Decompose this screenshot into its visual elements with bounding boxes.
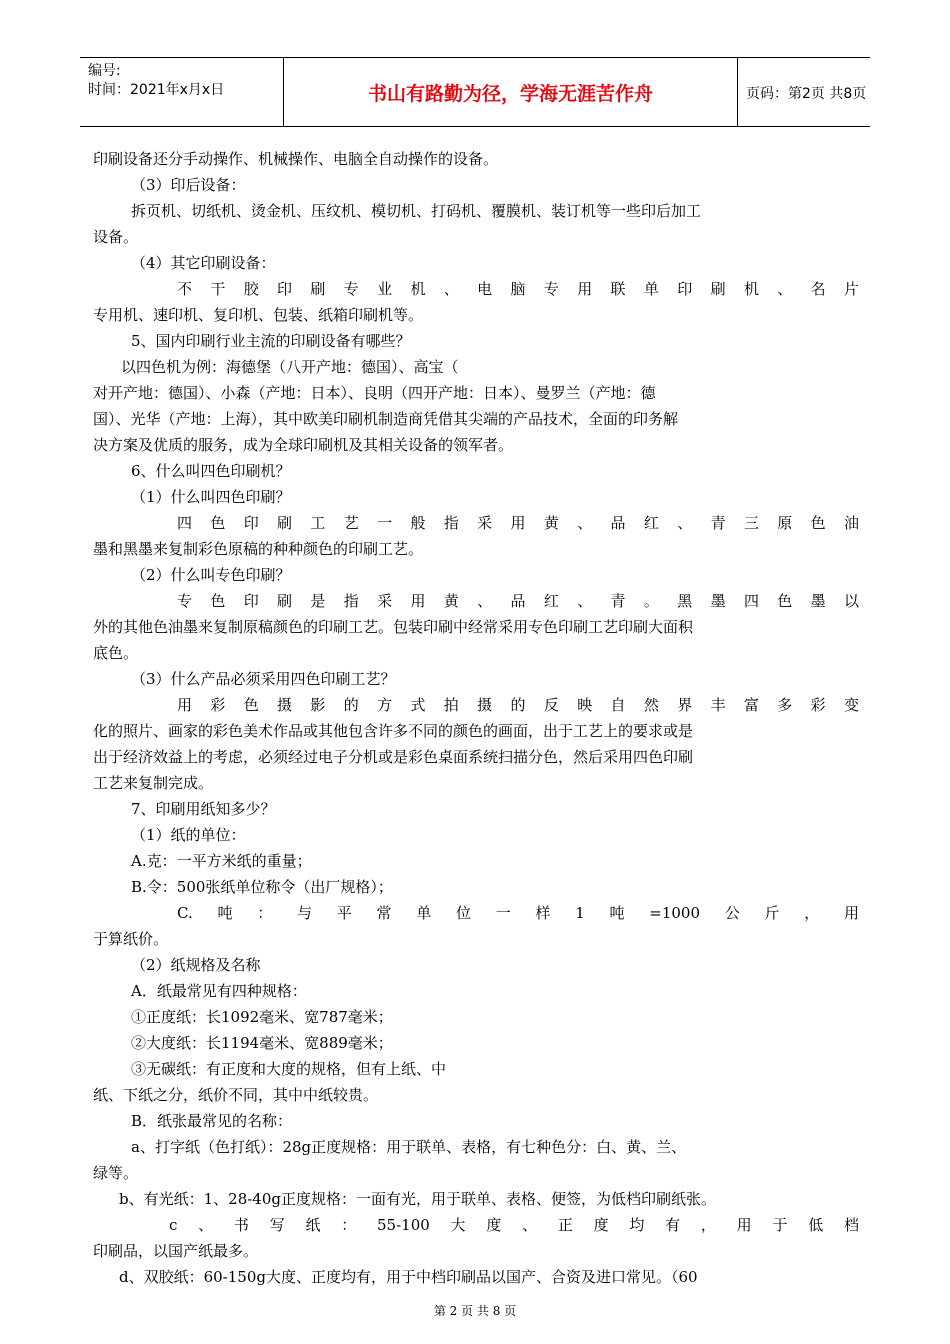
text-line: 6、什么叫四色印刷机？ (131, 462, 291, 480)
text-line: d、双胶纸：60-150g大度、正度均有，用于中档印刷品以国产、合资及进口常见。（60 (119, 1268, 698, 1286)
text-line: a、打字纸（色打纸）：28g正度规格：用于联单、表格，有七种色分：白、黄、兰、 (131, 1138, 687, 1156)
text-line: （4）其它印刷设备： (131, 254, 276, 272)
text-line: 印刷设备还分手动操作、机械操作、电脑全自动操作的设备。 (93, 150, 499, 168)
text-line: c、书写纸：55-100大度、正度均有，用于低档 (169, 1216, 859, 1234)
text-line: 四色印刷工艺一般指采用黄、品红、青三原色油 (177, 514, 859, 532)
text-line: 化的照片、画家的彩色美术作品或其他包含许多不同的颜色的画面，出于工艺上的要求或是 (93, 722, 694, 740)
page-header (80, 57, 870, 127)
text-line: A．纸最常见有四种规格： (131, 982, 307, 1000)
text-line: 印刷品，以国产纸最多。 (93, 1242, 259, 1260)
text-line: 决方案及优质的服务，成为全球印刷机及其相关设备的领军者。 (93, 436, 514, 454)
text-line: 对开产地：德国）、小森（产地：日本）、良明（四开产地：日本）、曼罗兰（产地：德 (93, 384, 656, 402)
text-line: （2）纸规格及名称 (131, 956, 261, 974)
page-footer: 第 2 页 共 8 页 (433, 1304, 517, 1318)
text-line: 以四色机为例：海德堡（八开产地：德国）、高宝（ (121, 358, 459, 376)
text-line: （2）什么叫专色印刷？ (131, 566, 291, 584)
text-line: （1）纸的单位： (131, 826, 246, 844)
text-line: A.克：一平方米纸的重量； (131, 852, 312, 870)
text-line: B.令：500张纸单位称令（出厂规格）； (131, 878, 393, 896)
text-line: 用彩色摄影的方式拍摄的反映自然界丰富多彩变 (177, 696, 859, 714)
text-line: ②大度纸：长1194毫米、宽889毫米； (131, 1034, 393, 1052)
text-line: 底色。 (93, 644, 139, 662)
text-line: （3）什么产品必须采用四色印刷工艺？ (131, 670, 396, 688)
text-line: C.吨：与平常单位一样1吨=1000公斤，用 (177, 904, 859, 922)
header-meta (88, 62, 278, 100)
document-body (93, 146, 859, 1290)
text-line: ③无碳纸：有正度和大度的规格，但有上纸、中 (131, 1060, 447, 1078)
document-number-label: 编号: (88, 63, 121, 79)
text-line: 7、印刷用纸知多少？ (131, 800, 276, 818)
text-line: B．纸张最常见的名称： (131, 1112, 293, 1130)
text-line: 绿等。 (93, 1164, 139, 1182)
text-line: 外的其他色油墨来复制原稿颜色的印刷工艺。包装印刷中经常采用专色印刷工艺印刷大面积 (93, 618, 694, 636)
text-line: （1）什么叫四色印刷？ (131, 488, 291, 506)
text-line: 国）、光华（产地：上海），其中欧美印刷机制造商凭借其尖端的产品技术，全面的印务解 (93, 410, 679, 428)
text-line: （3）印后设备： (131, 176, 246, 194)
document-time-label: 时间：2021年x月x日 (88, 82, 225, 98)
text-line: 工艺来复制完成。 (93, 774, 214, 792)
header-page-label: 页码：第2页 共8页 (746, 86, 867, 102)
text-line: ①正度纸：长1092毫米、宽787毫米； (131, 1008, 393, 1026)
text-line: 出于经济效益上的考虑，必须经过电子分机或是彩色桌面系统扫描分色，然后采用四色印刷 (93, 748, 694, 766)
text-line: 专用机、速印机、复印机、包装、纸箱印刷机等。 (93, 306, 424, 324)
text-line: 于算纸价。 (93, 930, 169, 948)
text-line: 5、国内印刷行业主流的印刷设备有哪些？ (131, 332, 411, 350)
header-motto: 书山有路勤为径，学海无涯苦作舟 (283, 58, 738, 126)
text-line: 墨和黑墨来复制彩色原稿的种种颜色的印刷工艺。 (93, 540, 424, 558)
text-line: 设备。 (93, 228, 139, 246)
text-line: b、有光纸：1、28-40g正度规格：一面有光，用于联单、表格、便签，为低档印刷纸张。 (119, 1190, 716, 1208)
text-line: 专色印刷是指采用黄、品红、青。黑墨四色墨以 (177, 592, 859, 610)
text-line: 不干胶印刷专业机、电脑专用联单印刷机、名片 (177, 280, 859, 298)
text-line: 纸、下纸之分，纸价不同，其中中纸较贵。 (93, 1086, 379, 1104)
text-line: 拆页机、切纸机、烫金机、压纹机、模切机、打码机、覆膜机、装订机等一些印后加工 (131, 202, 702, 220)
